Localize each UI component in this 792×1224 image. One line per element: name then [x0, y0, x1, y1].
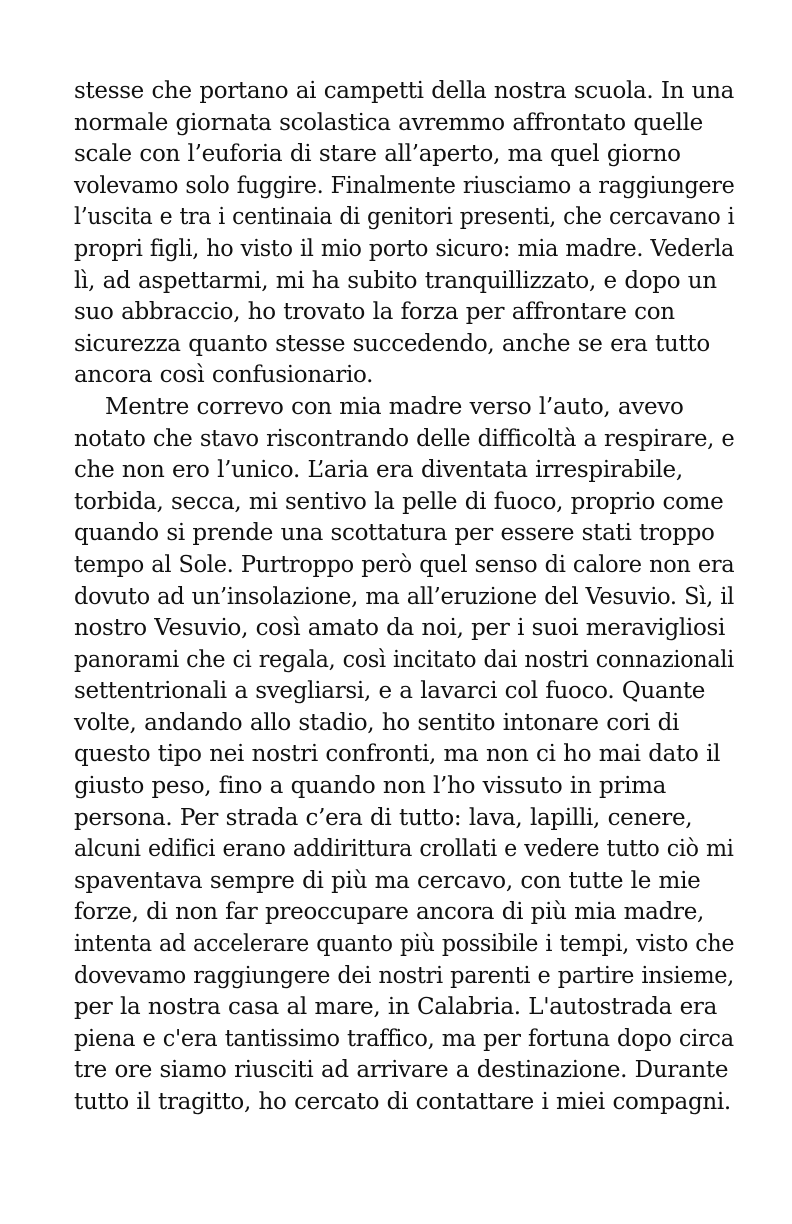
text-line: l’uscita e tra i centinaia di genitori presenti, che cercavano i [74, 204, 735, 231]
text-line: dovevamo raggiungere dei nostri parenti e partire insieme, [74, 962, 735, 989]
text-line: suo abbraccio, ho trovato la forza per affrontare con [74, 299, 675, 326]
text-line: stesse che portano ai campetti della nostra scuola. In una [74, 78, 735, 104]
text-line: tre ore siamo riusciti ad arrivare a destinazione. Durante [74, 1057, 729, 1084]
text-line: alcuni edifici erano addirittura crollati e vedere tutto ciò mi [74, 836, 734, 863]
text-line: questo tipo nei nostri confronti, ma non ci ho mai dato il [74, 741, 721, 768]
paragraph-2 [74, 392, 734, 1119]
text-line: torbida, secca, mi sentivo la pelle di fuoco, proprio come [74, 488, 724, 515]
text-line: notato che stavo riscontrando delle difficoltà a respirare, e [74, 425, 735, 452]
text-line: ancora così confusionario. [74, 362, 374, 389]
text-line: che non ero l’unico. L’aria era diventata irrespirabile, [74, 457, 683, 484]
text-line: scale con l’euforia di stare all’aperto, ma quel giorno [74, 141, 681, 168]
text-line: tutto il tragitto, ho cercato di contattare i miei compagni. [74, 1089, 731, 1115]
text-line: sicurezza quanto stesse succedendo, anche se era tutto [74, 330, 710, 357]
text-line: panorami che ci regala, così incitato dai nostri connazionali [74, 646, 734, 673]
text-line: lì, ad aspettarmi, mi ha subito tranquillizzato, e dopo un [74, 267, 717, 294]
paragraph-1 [74, 76, 734, 392]
text-line: intenta ad accelerare quanto più possibile i tempi, visto che [74, 931, 735, 958]
text-line: volte, andando allo stadio, ho sentito intonare cori di [74, 709, 680, 736]
text-line: settentrionali a svegliarsi, e a lavarci col fuoco. Quante [74, 678, 706, 705]
text-line: dovuto ad un’insolazione, ma all’eruzione del Vesuvio. Sì, il [74, 583, 735, 610]
text-line: volevamo solo fuggire. Finalmente riusciamo a raggiungere [74, 172, 735, 199]
text-line: quando si prende una scottatura per essere stati troppo [74, 520, 715, 547]
text-line: forze, di non far preoccupare ancora di più mia madre, [74, 899, 705, 926]
text-line: spaventava sempre di più ma cercavo, con tutte le mie [74, 867, 701, 894]
text-line: giusto peso, fino a quando non l’ho vissuto in prima [74, 773, 667, 800]
document-body [74, 76, 734, 1119]
text-line: persona. Per strada c’era di tutto: lava, lapilli, cenere, [74, 804, 693, 831]
text-line: tempo al Sole. Purtroppo però quel senso di calore non era [74, 551, 735, 578]
text-line: propri figli, ho visto il mio porto sicuro: mia madre. Vederla [74, 235, 735, 262]
text-line: normale giornata scolastica avremmo affrontato quelle [74, 109, 703, 136]
text-line: nostro Vesuvio, così amato da noi, per i suoi meravigliosi [74, 615, 726, 642]
text-line: per la nostra casa al mare, in Calabria. L'autostrada era [74, 994, 717, 1021]
text-line: piena e c'era tantissimo traffico, ma per fortuna dopo circa [74, 1025, 734, 1052]
text-line: Mentre correvo con mia madre verso l’auto, avevo [105, 393, 684, 420]
